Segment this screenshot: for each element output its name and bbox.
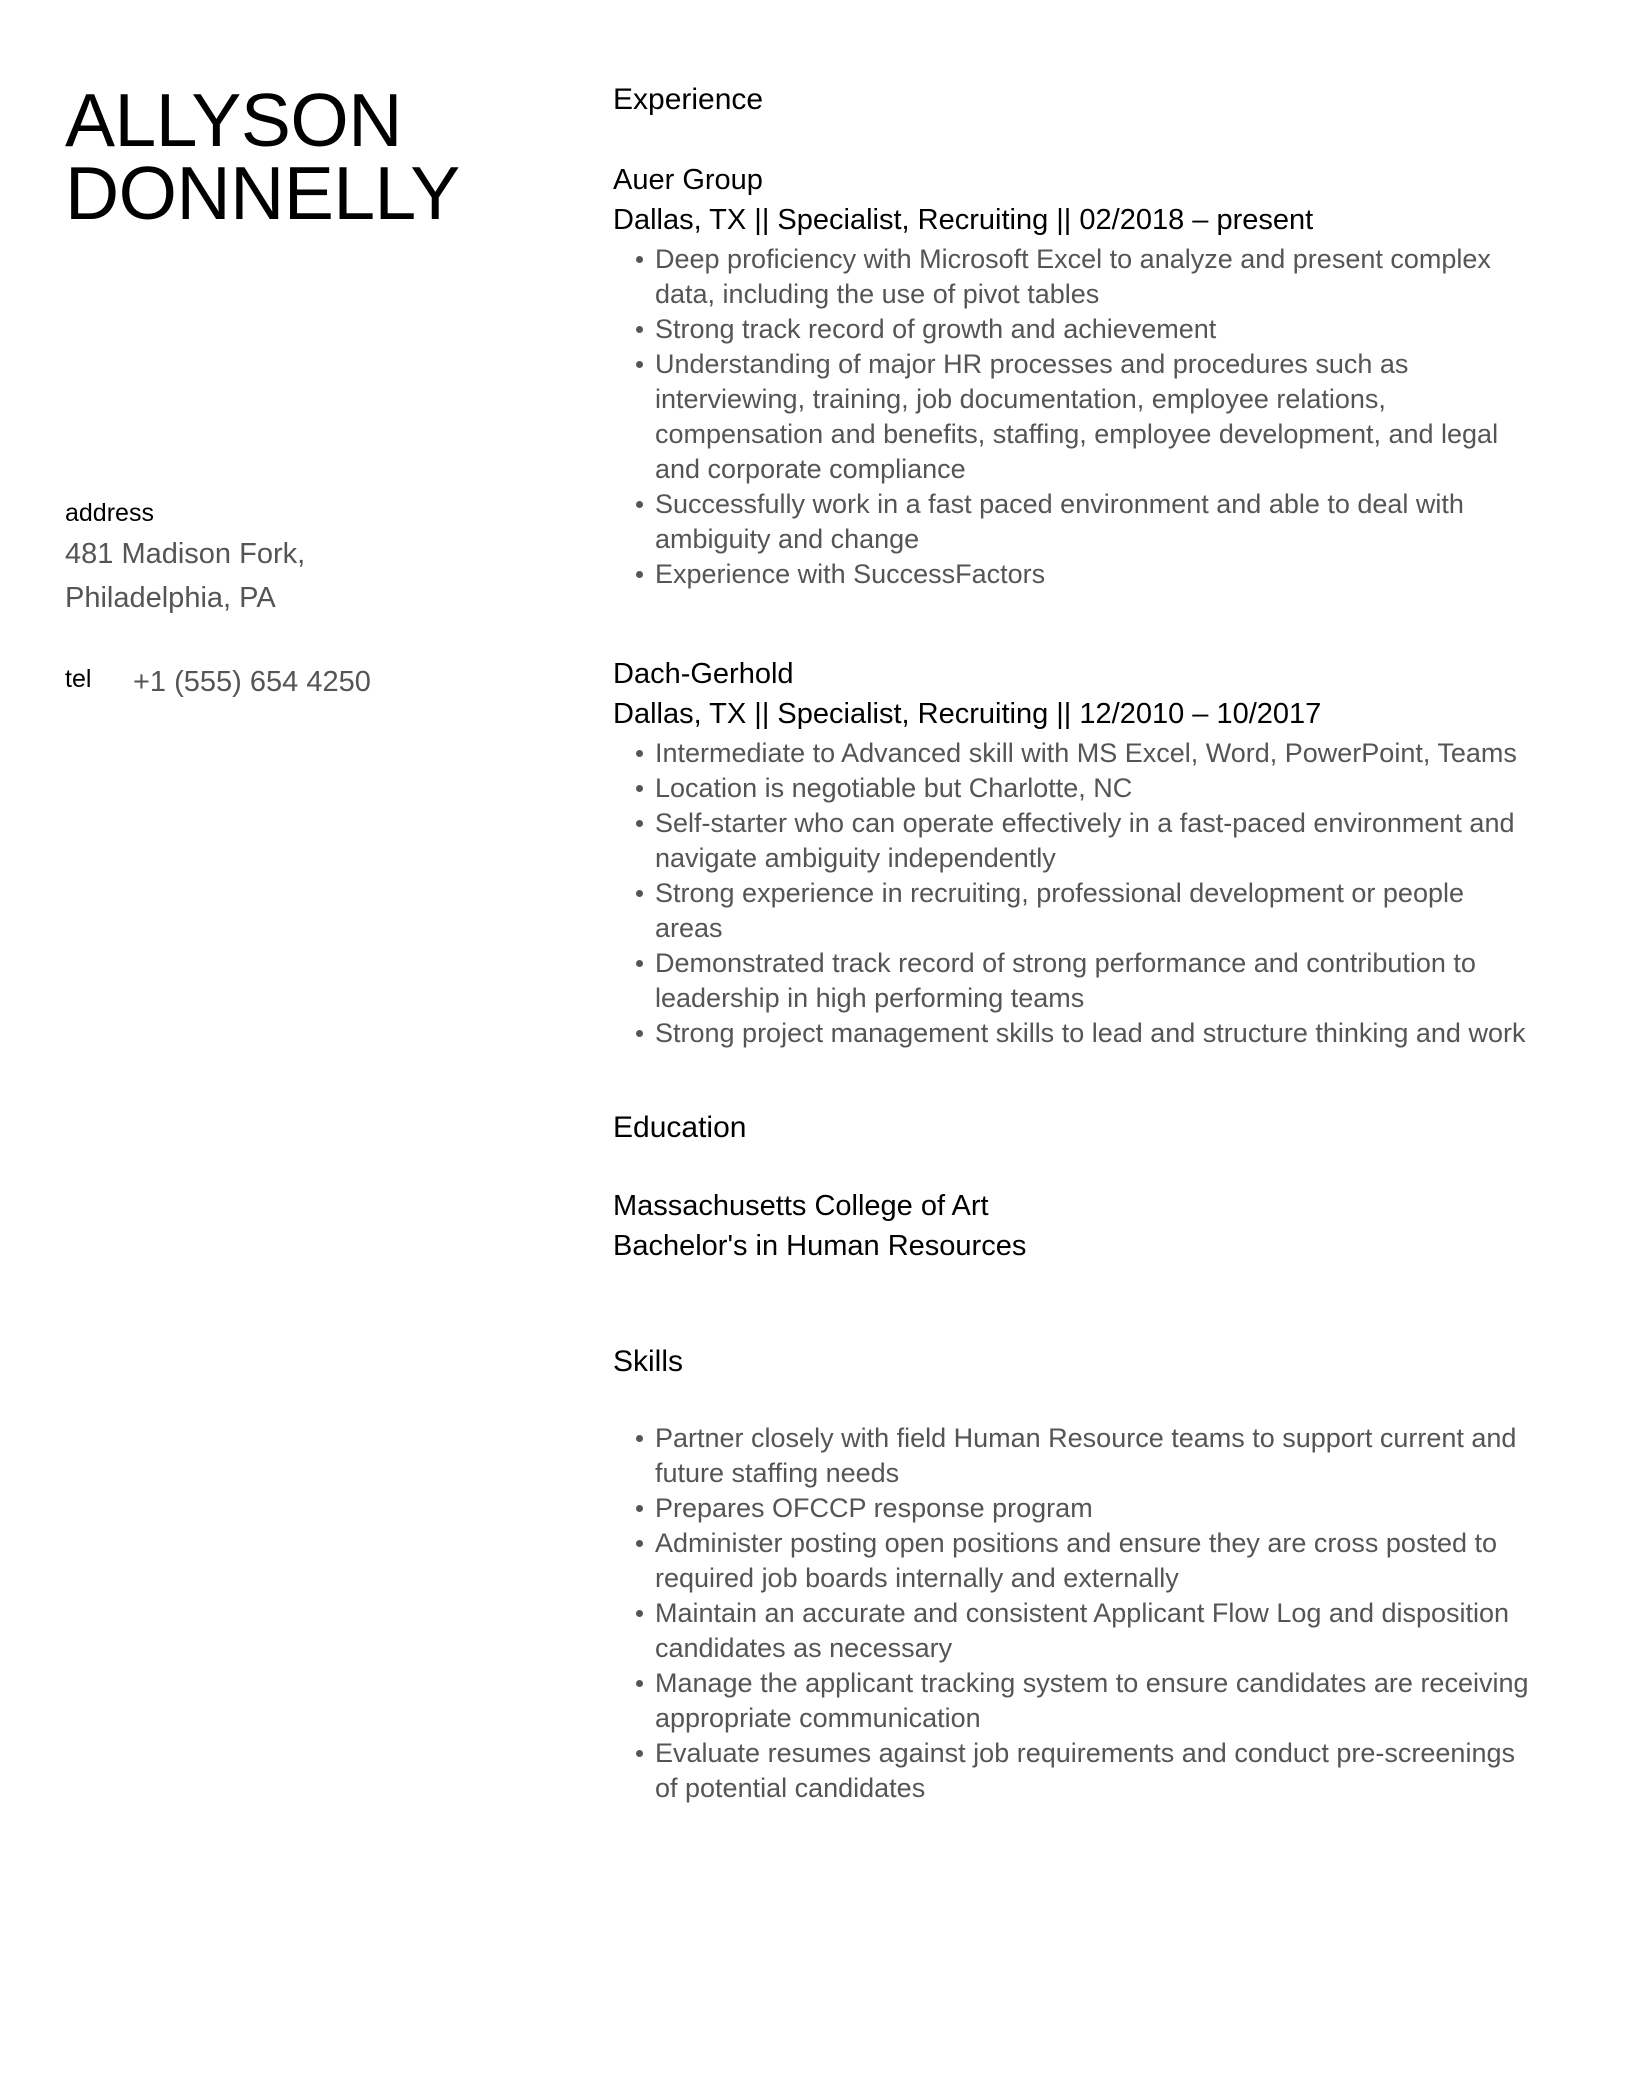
list-item: Maintain an accurate and consistent Applicant Flow Log and disposition candidates as necessary: [613, 1596, 1535, 1666]
job-meta: Dallas, TX || Specialist, Recruiting || 12/2010 – 10/2017: [613, 698, 1322, 730]
tel-value: +1 (555) 654 4250: [133, 666, 371, 698]
address-label: address: [65, 499, 154, 527]
skills-list: [613, 1421, 1535, 1806]
job-bullets: [613, 242, 1535, 592]
list-item: Demonstrated track record of strong performance and contribution to leadership in high performing teams: [613, 946, 1535, 1016]
education-school: Massachusetts College of Art: [613, 1190, 989, 1222]
list-item: Evaluate resumes against job requirements and conduct pre-screenings of potential candidates: [613, 1736, 1535, 1806]
skills-heading: Skills: [613, 1345, 684, 1378]
list-item: Self-starter who can operate effectively in a fast-paced environment and navigate ambiguity independently: [613, 806, 1535, 876]
list-item: Manage the applicant tracking system to ensure candidates are receiving appropriate communication: [613, 1666, 1535, 1736]
list-item: Location is negotiable but Charlotte, NC: [613, 771, 1535, 806]
skills-list-block: [613, 1421, 1535, 1806]
job-entry: [613, 656, 1535, 1051]
name-line-1: ALLYSON: [65, 78, 402, 162]
list-item: Intermediate to Advanced skill with MS Excel, Word, PowerPoint, Teams: [613, 736, 1535, 771]
education-degree: Bachelor's in Human Resources: [613, 1230, 1027, 1262]
candidate-name: [65, 78, 460, 235]
list-item: Strong experience in recruiting, professional development or people areas: [613, 876, 1535, 946]
list-item: Administer posting open positions and ensure they are cross posted to required job boards internally and externally: [613, 1526, 1535, 1596]
job-company: Dach-Gerhold: [613, 658, 794, 690]
experience-heading: Experience: [613, 83, 764, 116]
list-item: Strong track record of growth and achievement: [613, 312, 1535, 347]
list-item: Prepares OFCCP response program: [613, 1491, 1535, 1526]
list-item: Experience with SuccessFactors: [613, 557, 1535, 592]
list-item: Successfully work in a fast paced environment and able to deal with ambiguity and change: [613, 487, 1535, 557]
address-line-1: 481 Madison Fork,: [65, 538, 306, 570]
education-entry: [613, 1188, 1026, 1268]
list-item: Partner closely with field Human Resource teams to support current and future staffing needs: [613, 1421, 1535, 1491]
tel-block: [65, 662, 525, 702]
education-heading: Education: [613, 1111, 747, 1144]
list-item: Strong project management skills to lead and structure thinking and work: [613, 1016, 1535, 1051]
job-bullets: [613, 736, 1535, 1051]
job-meta: Dallas, TX || Specialist, Recruiting || 02/2018 – present: [613, 204, 1314, 236]
address-block: [65, 496, 485, 618]
list-item: Deep proficiency with Microsoft Excel to analyze and present complex data, including the use of pivot tables: [613, 242, 1535, 312]
tel-label: tel: [65, 665, 92, 693]
job-entry: [613, 162, 1535, 592]
address-line-2: Philadelphia, PA: [65, 582, 276, 614]
list-item: Understanding of major HR processes and procedures such as interviewing, training, job documentation, employee relations, compensation and benefits, staffing, employee development, and legal and corporate compliance: [613, 347, 1535, 487]
name-line-2: DONNELLY: [65, 151, 460, 235]
job-company: Auer Group: [613, 164, 763, 196]
